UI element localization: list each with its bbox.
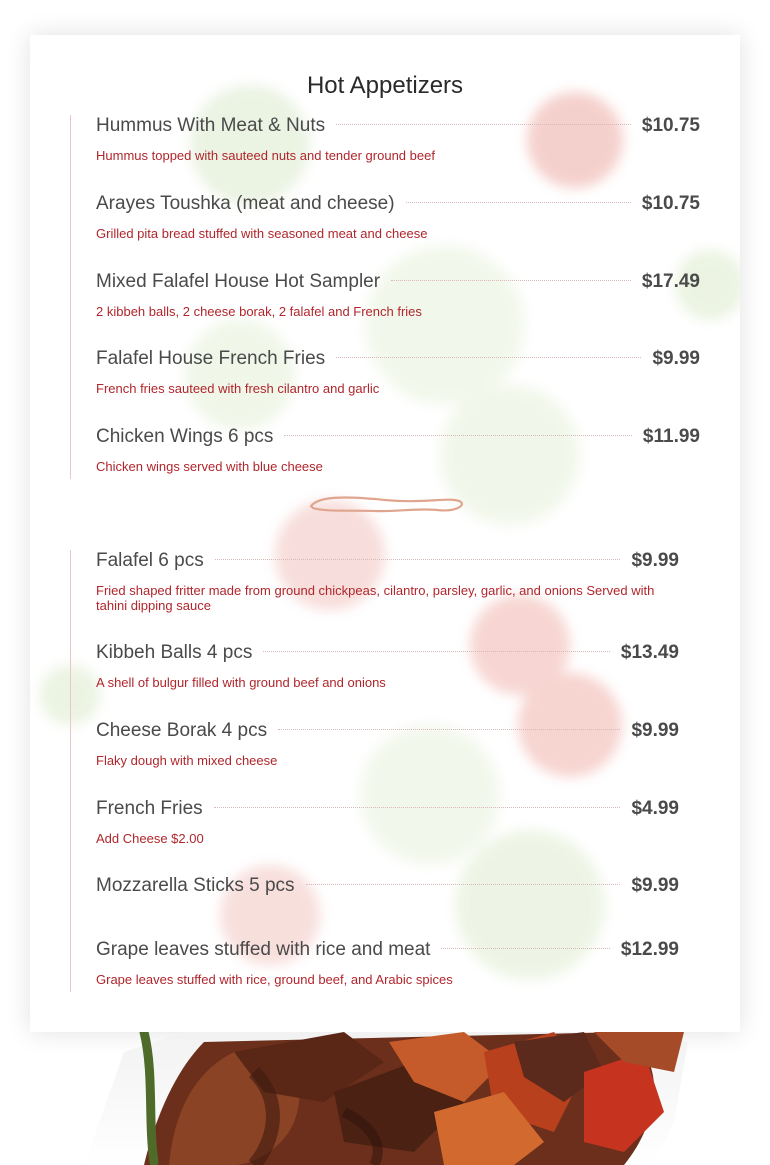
menu-item-description: Hummus topped with sauteed nuts and tender ground beef — [96, 148, 435, 163]
menu-section-2 — [70, 550, 679, 992]
leader-dots — [284, 435, 632, 436]
menu-item-price: $17.49 — [641, 271, 700, 292]
leader-dots — [278, 729, 620, 730]
menu-item-description: Chicken wings served with blue cheese — [96, 459, 323, 474]
leader-dots — [406, 202, 631, 203]
menu-item-name: Mozzarella Sticks 5 pcs — [96, 875, 295, 896]
menu-item-price: $11.99 — [642, 426, 700, 447]
menu-item-price: $9.99 — [631, 720, 679, 741]
menu-item-description: Grape leaves stuffed with rice, ground beef, and Arabic spices — [96, 972, 453, 987]
menu-item-price: $12.99 — [620, 939, 679, 960]
menu-item-price: $10.75 — [641, 193, 700, 214]
leader-dots — [336, 124, 631, 125]
menu-item-name: Chicken Wings 6 pcs — [96, 426, 274, 447]
menu-section-title: Hot Appetizers — [306, 72, 464, 99]
leader-dots — [215, 559, 621, 560]
menu-item-name: Falafel House French Fries — [96, 348, 326, 369]
menu-item-name: Mixed Falafel House Hot Sampler — [96, 271, 381, 292]
menu-item-name: Grape leaves stuffed with rice and meat — [96, 939, 431, 960]
menu-item — [96, 939, 679, 987]
menu-item-price: $10.75 — [641, 115, 700, 136]
leader-dots — [214, 807, 621, 808]
leader-dots — [441, 948, 609, 949]
swirl-divider-icon — [305, 492, 465, 516]
leader-dots — [336, 357, 641, 358]
menu-item — [96, 720, 679, 768]
menu-item-price: $9.99 — [631, 875, 679, 896]
menu-item-description: Grilled pita bread stuffed with seasoned meat and cheese — [96, 226, 428, 241]
menu-item — [96, 426, 700, 474]
leader-dots — [391, 280, 631, 281]
menu-item — [96, 193, 700, 241]
menu-item-name: Hummus With Meat & Nuts — [96, 115, 326, 136]
leader-dots — [306, 884, 621, 885]
grilled-meat-platter-image — [84, 1032, 688, 1165]
menu-item-name: French Fries — [96, 798, 203, 819]
menu-item-name: Arayes Toushka (meat and cheese) — [96, 193, 395, 214]
menu-item-description: Flaky dough with mixed cheese — [96, 753, 278, 768]
menu-item — [96, 798, 679, 846]
menu-item-price: $9.99 — [652, 348, 700, 369]
menu-item-description: Fried shaped fritter made from ground chickpeas, cilantro, parsley, garlic, and onions Served with tahini dipping sauce — [96, 583, 655, 613]
menu-card — [30, 35, 740, 1032]
menu-item-description: 2 kibbeh balls, 2 cheese borak, 2 falafel and French fries — [96, 304, 422, 319]
menu-item — [96, 115, 700, 163]
menu-item — [96, 642, 679, 690]
menu-item-price: $9.99 — [631, 550, 679, 571]
menu-item — [96, 271, 700, 319]
menu-section-1 — [70, 115, 700, 479]
menu-item — [96, 875, 679, 908]
menu-item-name: Kibbeh Balls 4 pcs — [96, 642, 253, 663]
menu-item-price: $4.99 — [631, 798, 679, 819]
menu-item-description: A shell of bulgur filled with ground beef and onions — [96, 675, 386, 690]
menu-item — [96, 550, 679, 613]
menu-item — [96, 348, 700, 396]
menu-item-name: Falafel 6 pcs — [96, 550, 204, 571]
menu-item-description: Add Cheese $2.00 — [96, 831, 204, 846]
leader-dots — [263, 651, 610, 652]
menu-item-price: $13.49 — [620, 642, 679, 663]
menu-item-description: French fries sauteed with fresh cilantro and garlic — [96, 381, 380, 396]
menu-item-name: Cheese Borak 4 pcs — [96, 720, 268, 741]
